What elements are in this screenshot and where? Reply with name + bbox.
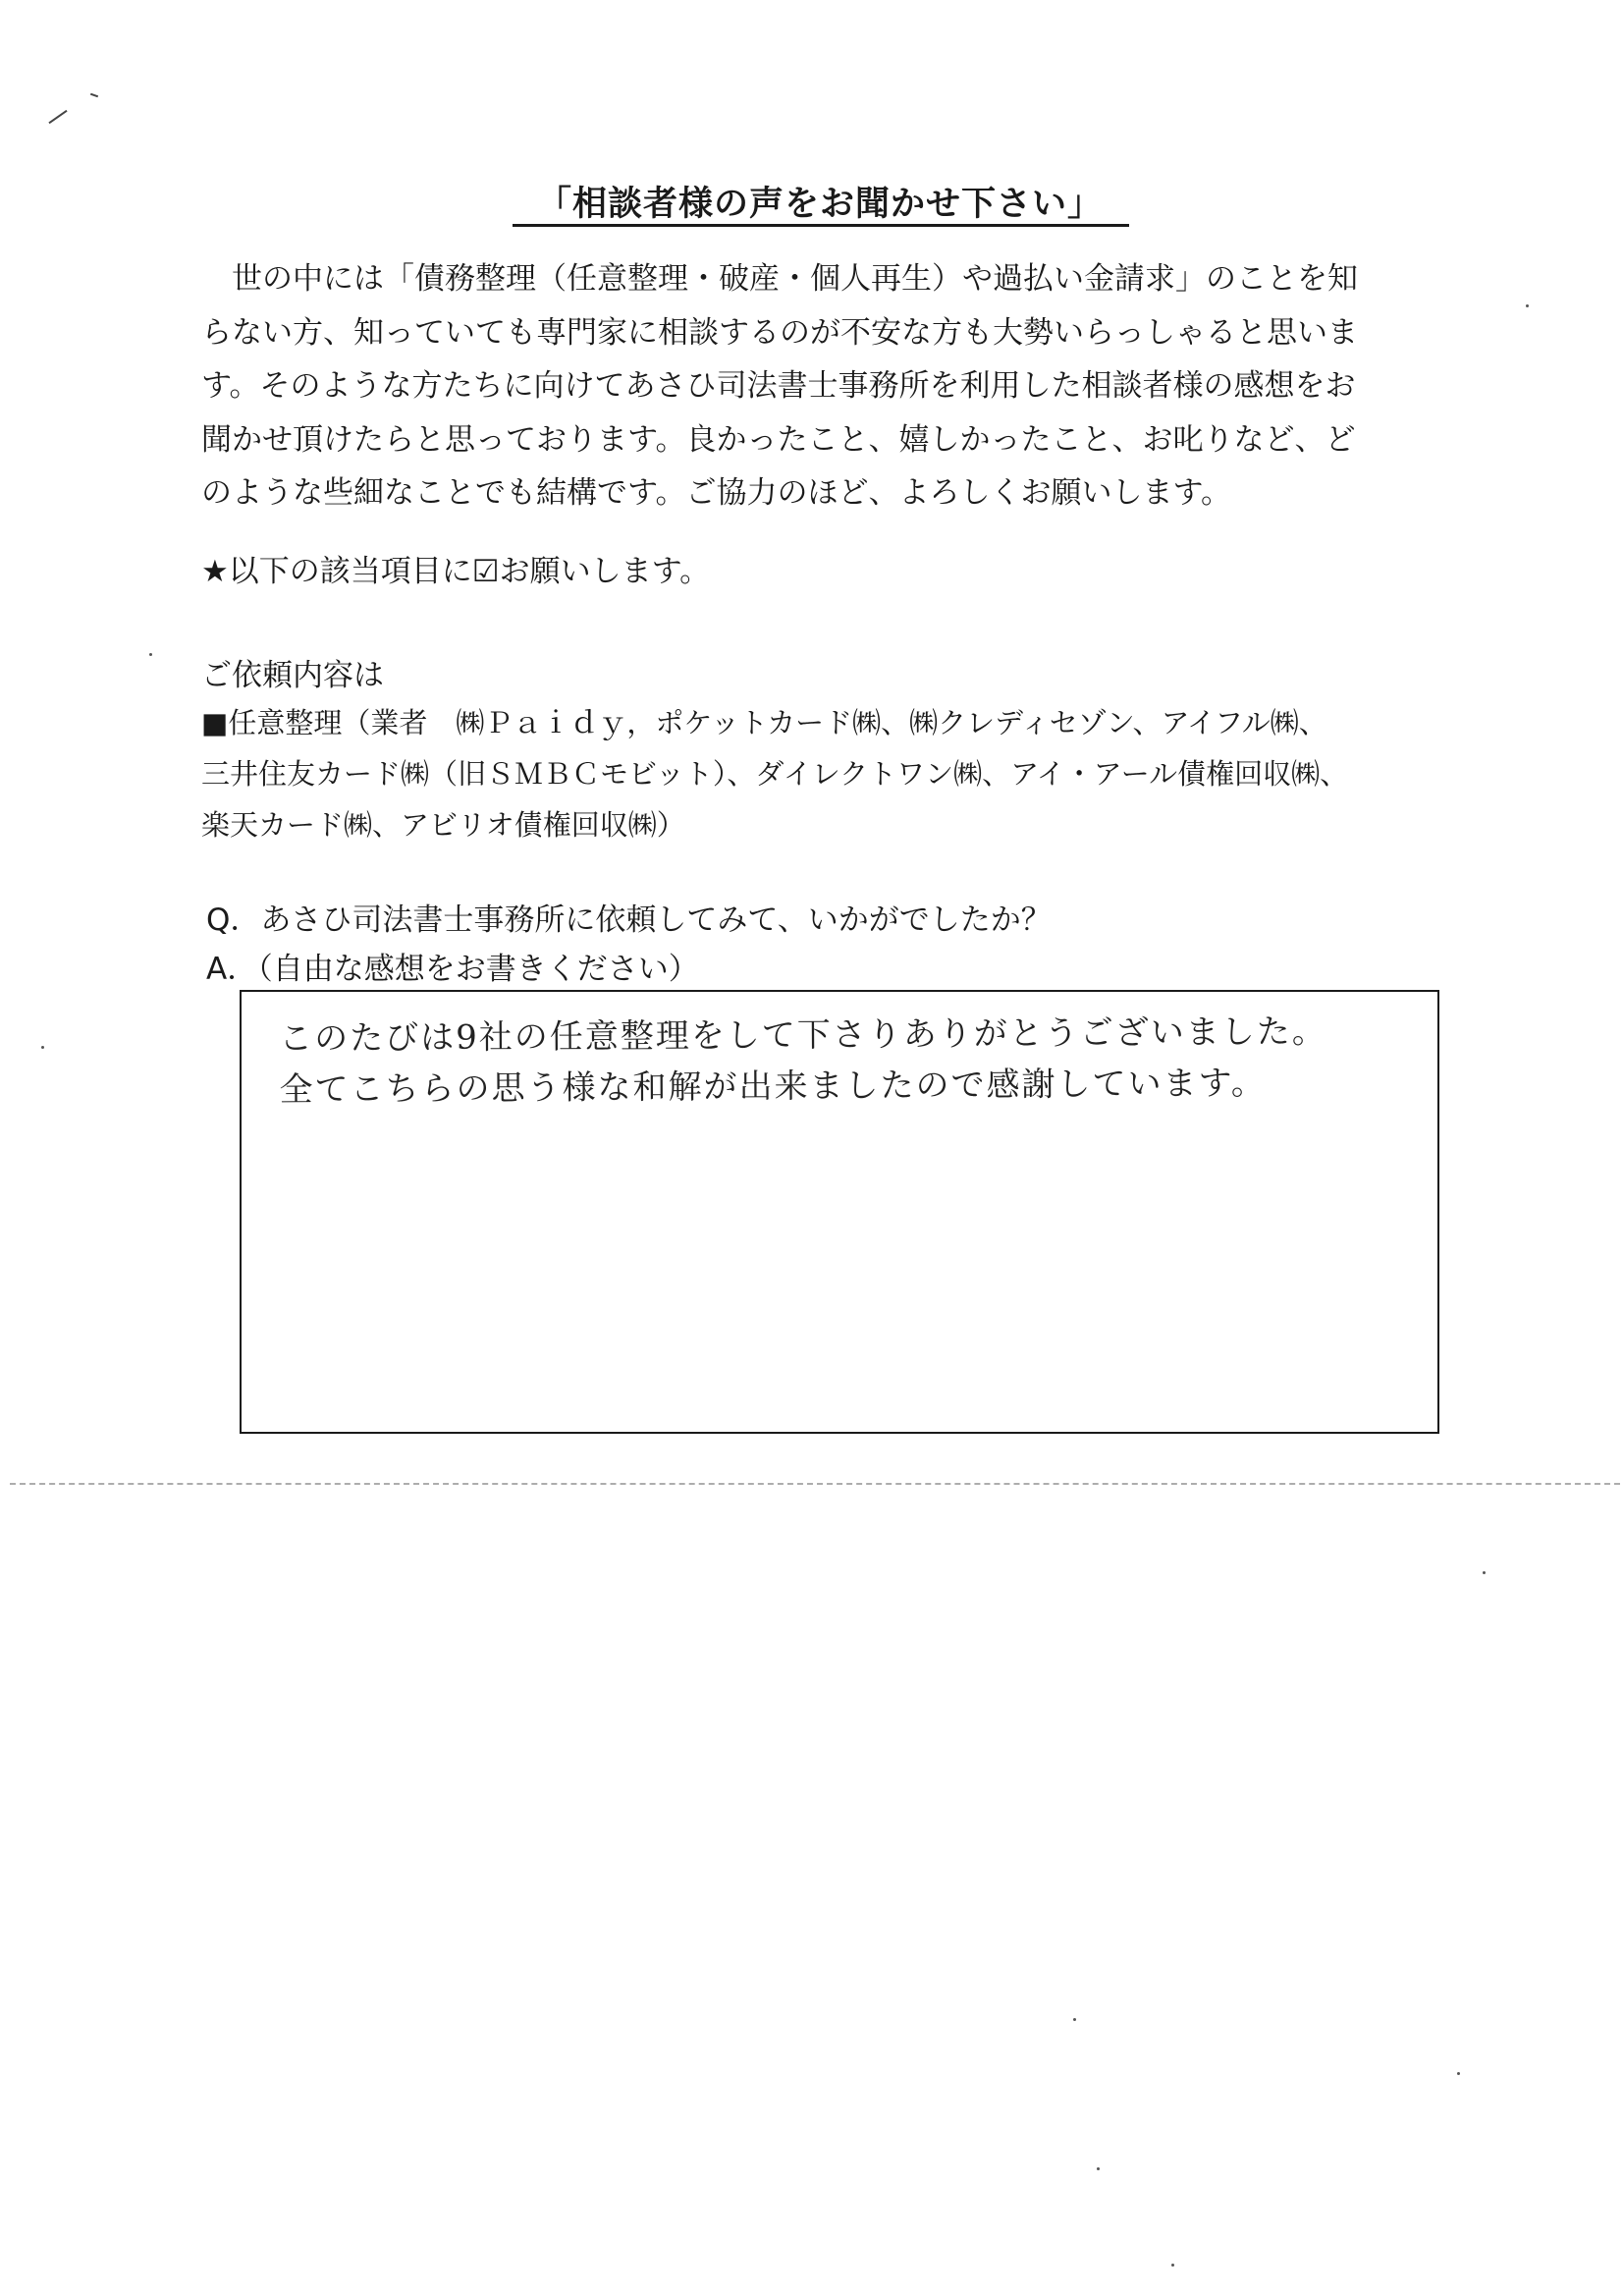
answer-line: 全てこちらの思う様な和解が出来ましたので感謝しています。 — [279, 1063, 1267, 1110]
page-title: 「相談者様の声をお聞かせ下さい」 — [536, 185, 1103, 224]
scan-dot — [1457, 2072, 1460, 2075]
handwritten-answer — [279, 1006, 1429, 1116]
request-line: ■任意整理（業者 ㈱Ｐａｉｄｙ，ポケットカード㈱、㈱クレディセゾン、アイフル㈱、 — [201, 706, 1327, 739]
scan-mark — [90, 93, 98, 98]
request-line: 楽天カード㈱、アビリオ債権回収㈱） — [201, 808, 685, 842]
answer-label: A．（自由な感想をお書きください） — [206, 952, 699, 987]
scan-dot — [1526, 304, 1529, 307]
checkbox-instruction: ★以下の該当項目に☑お願いします。 — [201, 554, 711, 589]
intro-line: 聞かせ頂けたらと思っております。良かったこと、嬉しかったこと、お叱りなど、ど — [201, 421, 1356, 458]
question-text: Q．あさひ司法書士事務所に依頼してみて、いかがでしたか？ — [206, 902, 1052, 938]
request-line: 三井住友カード㈱（旧ＳＭＢＣモビット）、ダイレクトワン㈱、アイ・アール債権回収㈱、 — [201, 757, 1349, 791]
scan-dot — [1171, 2264, 1174, 2267]
intro-line: のような些細なことでも結構です。ご協力のほど、よろしくお願いします。 — [201, 475, 1232, 511]
request-details — [201, 697, 1478, 850]
title-underline — [513, 224, 1129, 227]
answer-line: このたびは9社の任意整理をして下さりありがとうございました。 — [279, 1011, 1327, 1059]
request-heading: ご依頼内容は — [201, 658, 384, 693]
scan-dot — [1073, 2018, 1076, 2021]
scan-mark — [48, 110, 67, 124]
intro-line: す。そのような方たちに向けてあさひ司法書士事務所を利用した相談者様の感想をお — [201, 368, 1356, 404]
intro-paragraph — [201, 252, 1458, 520]
fold-line — [10, 1483, 1620, 1485]
answer-box — [240, 990, 1439, 1434]
scan-dot — [1097, 2167, 1100, 2170]
intro-line: らない方、知っていても専門家に相談するのが不安な方も大勢いらっしゃると思いま — [201, 314, 1358, 351]
scan-dot — [1483, 1571, 1486, 1574]
scan-dot — [41, 1046, 44, 1049]
intro-line: 世の中には「債務整理（任意整理・破産・個人再生）や過払い金請求」のことを知 — [201, 261, 1358, 297]
scan-dot — [149, 653, 152, 656]
